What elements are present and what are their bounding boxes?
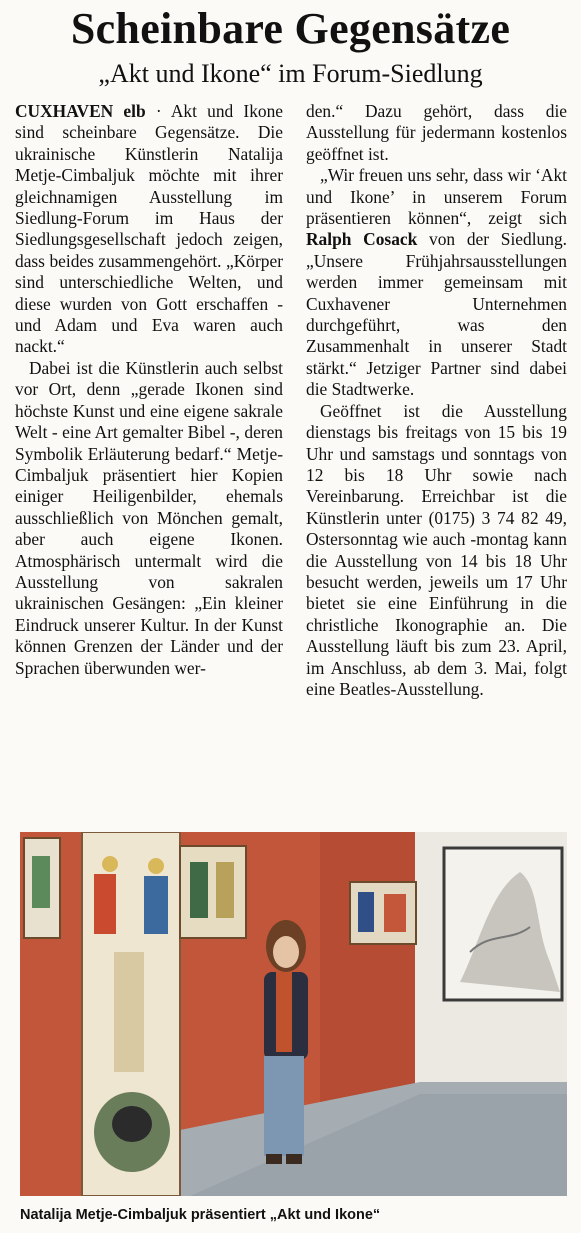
exhibition-photo-drawing (20, 832, 567, 1196)
dateline: CUXHAVEN elb (15, 101, 146, 121)
paragraph: Dabei ist die Künstlerin auch selbst vor Ort, denn „gerade Ikonen sind höchste Kunst und eine eigene sakrale Welt - eine Art gemalter Bibel -, deren Symbolik Erläuterung bedarf.“ Metje-Cimbaljuk präsentiert hier Kopien einiger Heiligenbilder, ehemals ausschließlich von Mönchen gemalt, aber auch eigene Ikonen. Atmosphärisch untermalt wird die Ausstellung von sakralen ukrainischen Gesängen: „Ein kleiner Eindruck unserer Kultur. In der Kunst können Grenzen der Länder und der Sprachen überwunden wer- (15, 357, 283, 678)
headline: Scheinbare Gegensätze (70, 4, 511, 53)
photo-caption: Natalija Metje-Cimbaljuk präsentiert „Akt und Ikone“ (20, 1207, 381, 1223)
article-column-right (306, 101, 567, 700)
paragraph: den.“ Dazu gehört, dass die Ausstellung für jedermann kostenlos geöffnet ist. (306, 101, 567, 164)
person-name: Ralph Cosack (306, 229, 418, 250)
article-column-left (15, 101, 283, 679)
paragraph: Geöffnet ist die Ausstellung dienstags bis freitags von 15 bis 19 Uhr und samstags und sonntags von 12 bis 18 Uhr sowie nach Vereinbarung. Erreichbar ist die Künstlerin unter (0175) 3 74 82 49, Ostersonntag wie auch -montag kann die Ausstellung von 14 bis 18 Uhr besucht werden, jeweils um 17 Uhr bietet sie eine Einführung in die christliche Ikonographie an. Die Ausstellung läuft bis zum 23. April, im Anschluss, ab dem 3. Mai, folgt eine Beatles-Ausstellung. (306, 400, 567, 699)
subheadline: „Akt und Ikone“ im Forum-Siedlung (98, 59, 483, 88)
exhibition-photo (20, 832, 567, 1196)
paragraph (306, 165, 567, 400)
paragraph-text: „Wir freuen uns sehr, dass wir ‘Akt und Ikone’ in unserem Forum präsentieren können“, zeigt sich (306, 165, 567, 229)
paragraph-text: · Akt und Ikone sind scheinbare Gegensätze. Die ukrainische Künstlerin Natalija Metje-Cimbaljuk möchte mit ihrer gleichnamigen Ausstellung im Siedlung-Forum im Haus der Siedlungsgesellschaft jedoch zeigen, dass beides zusammengehört. „Körper sind unterschiedliche Welten, und diese wurden von Gott erschaffen - und Adam und Eva waren auch nackt.“ (15, 101, 283, 357)
paragraph-text: von der Siedlung. „Unsere Frühjahrsausstellungen werden immer gemeinsam mit Cuxhavener Unternehmen durchgeführt, was den Zusammenhalt in unserer Stadt stärkt.“ Jetziger Partner sind dabei die Stadtwerke. (306, 229, 567, 400)
paragraph (15, 101, 283, 358)
